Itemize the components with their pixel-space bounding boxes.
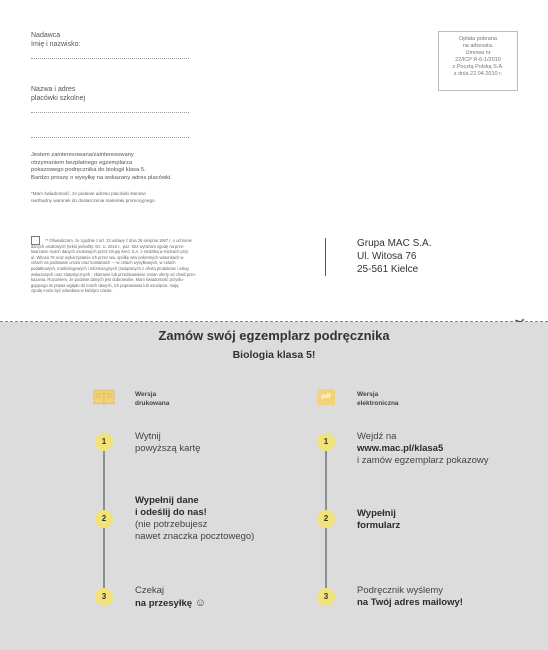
step-text: Czekaj — [135, 585, 165, 596]
address-note — [31, 191, 156, 204]
consent-line: zgodę może być odwołana w każdym czasie. — [31, 288, 113, 294]
step-number-badge: 2 — [95, 510, 113, 528]
step-text: Podręcznik wyślemy — [357, 585, 444, 596]
step-number-badge: 2 — [317, 510, 335, 528]
interest-line: pokazowego podręcznika do biologii klasa 5. — [31, 167, 146, 173]
stamp-line: Opłata pobrana — [459, 36, 497, 42]
school-label — [31, 85, 85, 103]
sender-name-field[interactable] — [31, 58, 189, 59]
digital-version-heading — [357, 390, 399, 408]
order-title: Zamów swój egzemplarz podręcznika — [158, 328, 390, 343]
postage-stamp-box — [438, 31, 518, 91]
school-field-line2[interactable] — [31, 137, 189, 138]
note-line: niezbędny warunek do dostarczenia materiału promocyjnego. — [31, 197, 156, 203]
address-divider — [325, 238, 326, 276]
consent-line: gującego mi prawa wglądu do moich danych, ich poprawiania lub usunięcia, mają — [31, 282, 179, 288]
step-text: powyższą kartę — [135, 443, 201, 454]
stamp-line: z dnia 22.04.2010 r. — [453, 71, 503, 77]
book-icon — [93, 389, 115, 405]
stamp-line: na adresata. — [462, 43, 494, 49]
recipient-line: 25-561 Kielce — [357, 264, 419, 275]
digital-step-1 — [357, 431, 488, 467]
print-step-2 — [135, 495, 254, 543]
heading-line: drukowana — [135, 400, 170, 407]
step-text-bold: Wypełnij — [357, 508, 396, 519]
sender-label-line2: Imię i nazwisko: — [31, 41, 81, 48]
step-text-bold: formularz — [357, 520, 401, 531]
school-label-line1: Nazwa i adres — [31, 86, 76, 93]
stamp-line: Umowa nr — [465, 50, 491, 56]
website-link[interactable]: www.mac.pl/klasa5 — [357, 443, 444, 454]
stamp-line: z Pocztą Polską S.A. — [452, 64, 504, 70]
reply-card — [0, 0, 548, 322]
step-text: nawet znaczka pocztowego) — [135, 531, 255, 542]
interest-line: Jestem zainteresowana/zainteresowany — [31, 152, 134, 158]
school-field-line1[interactable] — [31, 112, 189, 113]
step-text-bold: i odeślij do nas! — [135, 507, 207, 518]
consent-line: ** Oświadczam, że zgodnie z art. 23 ustawy z dnia 29 sierpnia 1997 r. o ochronie — [45, 238, 192, 243]
interest-line: Bardzo proszę o wysyłkę na wskazany adres placówki. — [31, 174, 172, 181]
print-step-1 — [135, 431, 200, 455]
step-number-badge: 1 — [317, 433, 335, 451]
consent-line: ul. Witosa 76 oraz wykorzystanie ich przez ww. spółkę w/w pokretnych warunkach w — [31, 254, 184, 260]
consent-text — [31, 238, 235, 294]
recipient-line: Ul. Witosa 76 — [357, 251, 417, 262]
note-line: *Mam świadomość, że podanie adresu placówki stanowi — [31, 191, 146, 196]
sender-label-line1: Nadawca — [31, 32, 61, 39]
interest-line: otrzymaniem bezpłatnego egzemplarza — [31, 159, 133, 166]
heading-line: Wersja — [135, 391, 157, 398]
step-text: i zamów egzemplarz pokazowy — [357, 455, 489, 466]
digital-step-2 — [357, 508, 400, 532]
consent-line: wskazanych oraz statystycznych - zbieranie lub przedstawienie zmian oferty od chwili prze- — [31, 271, 197, 277]
consent-line: podatkowych, marketingowych i informacyjnych (związanych z ofertą produktów i usług — [31, 265, 189, 271]
step-number-badge: 3 — [317, 588, 335, 606]
school-label-line2: placówki szkolnej — [31, 95, 86, 102]
print-version-heading — [135, 390, 169, 408]
consent-line: danych osobowych (tekst jednolity: Dz. U. 2016 r., poz. 922 wyrażam zgodę na prze- — [31, 243, 185, 249]
consent-line: celach na podstawie umów oraz kontaktach — w celach wysyłkowych, w celach — [31, 260, 176, 266]
heading-line: Wersja — [357, 391, 379, 398]
recipient-address — [357, 237, 431, 276]
digital-step-3 — [357, 585, 463, 609]
step-text: Wytnij — [135, 431, 161, 442]
interest-statement — [31, 152, 172, 182]
order-instructions-panel — [0, 322, 548, 650]
step-text-bold: na przesyłkę — [135, 598, 193, 609]
step-number-badge: 1 — [95, 433, 113, 451]
step-number-badge: 3 — [95, 588, 113, 606]
order-subtitle: Biologia klasa 5! — [232, 349, 316, 361]
recipient-line: Grupa MAC S.A. — [357, 238, 432, 249]
smiley-icon: ☺ — [194, 597, 206, 609]
sender-label — [31, 31, 80, 49]
pdf-icon: pdf — [317, 389, 335, 405]
step-text: Wejdź na — [357, 431, 397, 442]
consent-line: kazania. Rozumiem, że podanie danych jest dobrowolne. Mam świadomość przysłu- — [31, 277, 184, 283]
stamp-line: 22/ICP R-6-1/2010 — [455, 57, 501, 63]
heading-line: elektroniczna — [357, 400, 399, 407]
step-text-bold: Wypełnij dane — [135, 495, 199, 506]
print-step-3 — [135, 585, 206, 610]
step-text: (nie potrzebujesz — [135, 519, 208, 530]
step-text-bold: na Twój adres mailowy! — [357, 597, 463, 608]
consent-line: twarzanie moich danych osobowych przez Grupę MAC S.A. z siedzibą w Kielcach przy — [31, 249, 189, 255]
